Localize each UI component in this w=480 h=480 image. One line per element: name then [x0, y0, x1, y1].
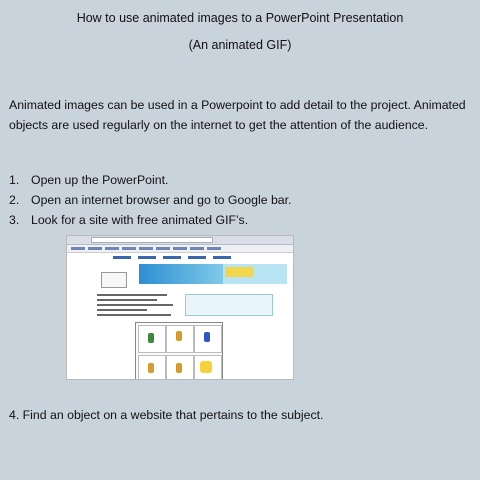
site-banner: [139, 264, 287, 284]
gif-thumbnail: [176, 331, 182, 341]
title-line-1: How to use animated images to a PowerPoint Presentation: [76, 11, 404, 25]
title-line-2: (An animated GIF): [188, 38, 292, 52]
step-number: 3.: [9, 213, 20, 227]
steps-list: [9, 170, 469, 230]
site-info-box: [185, 294, 273, 316]
browser-address-bar: [67, 236, 293, 245]
step-text: Open an internet browser and go to Google bar.: [31, 193, 292, 207]
site-nav: [113, 256, 231, 259]
list-item: [9, 170, 469, 190]
gif-thumbnail: [204, 332, 210, 342]
site-text-block: [97, 294, 177, 319]
browser-bookmarks-bar: [67, 245, 293, 253]
website-screenshot: [66, 235, 294, 380]
list-item: [9, 210, 469, 230]
step-text: Look for a site with free animated GIF’s.: [31, 213, 249, 227]
gif-thumbnail: [200, 361, 212, 373]
list-item: [9, 190, 469, 210]
intro-paragraph: Animated images can be used in a Powerpoint to add detail to the project. Animated objects are used regularly on the internet to get the attention of the audience.: [9, 98, 466, 132]
site-search-box: [101, 272, 127, 288]
step-number: 1.: [9, 173, 20, 187]
step-4-text: 4. Find an object on a website that pertains to the subject.: [9, 408, 324, 422]
gif-thumbnail: [176, 363, 182, 373]
step-number: 2.: [9, 193, 20, 207]
gif-thumbnail: [148, 363, 154, 373]
gif-thumbnail: [148, 333, 154, 343]
gif-grid: [135, 322, 223, 380]
step-text: Open up the PowerPoint.: [31, 173, 169, 187]
